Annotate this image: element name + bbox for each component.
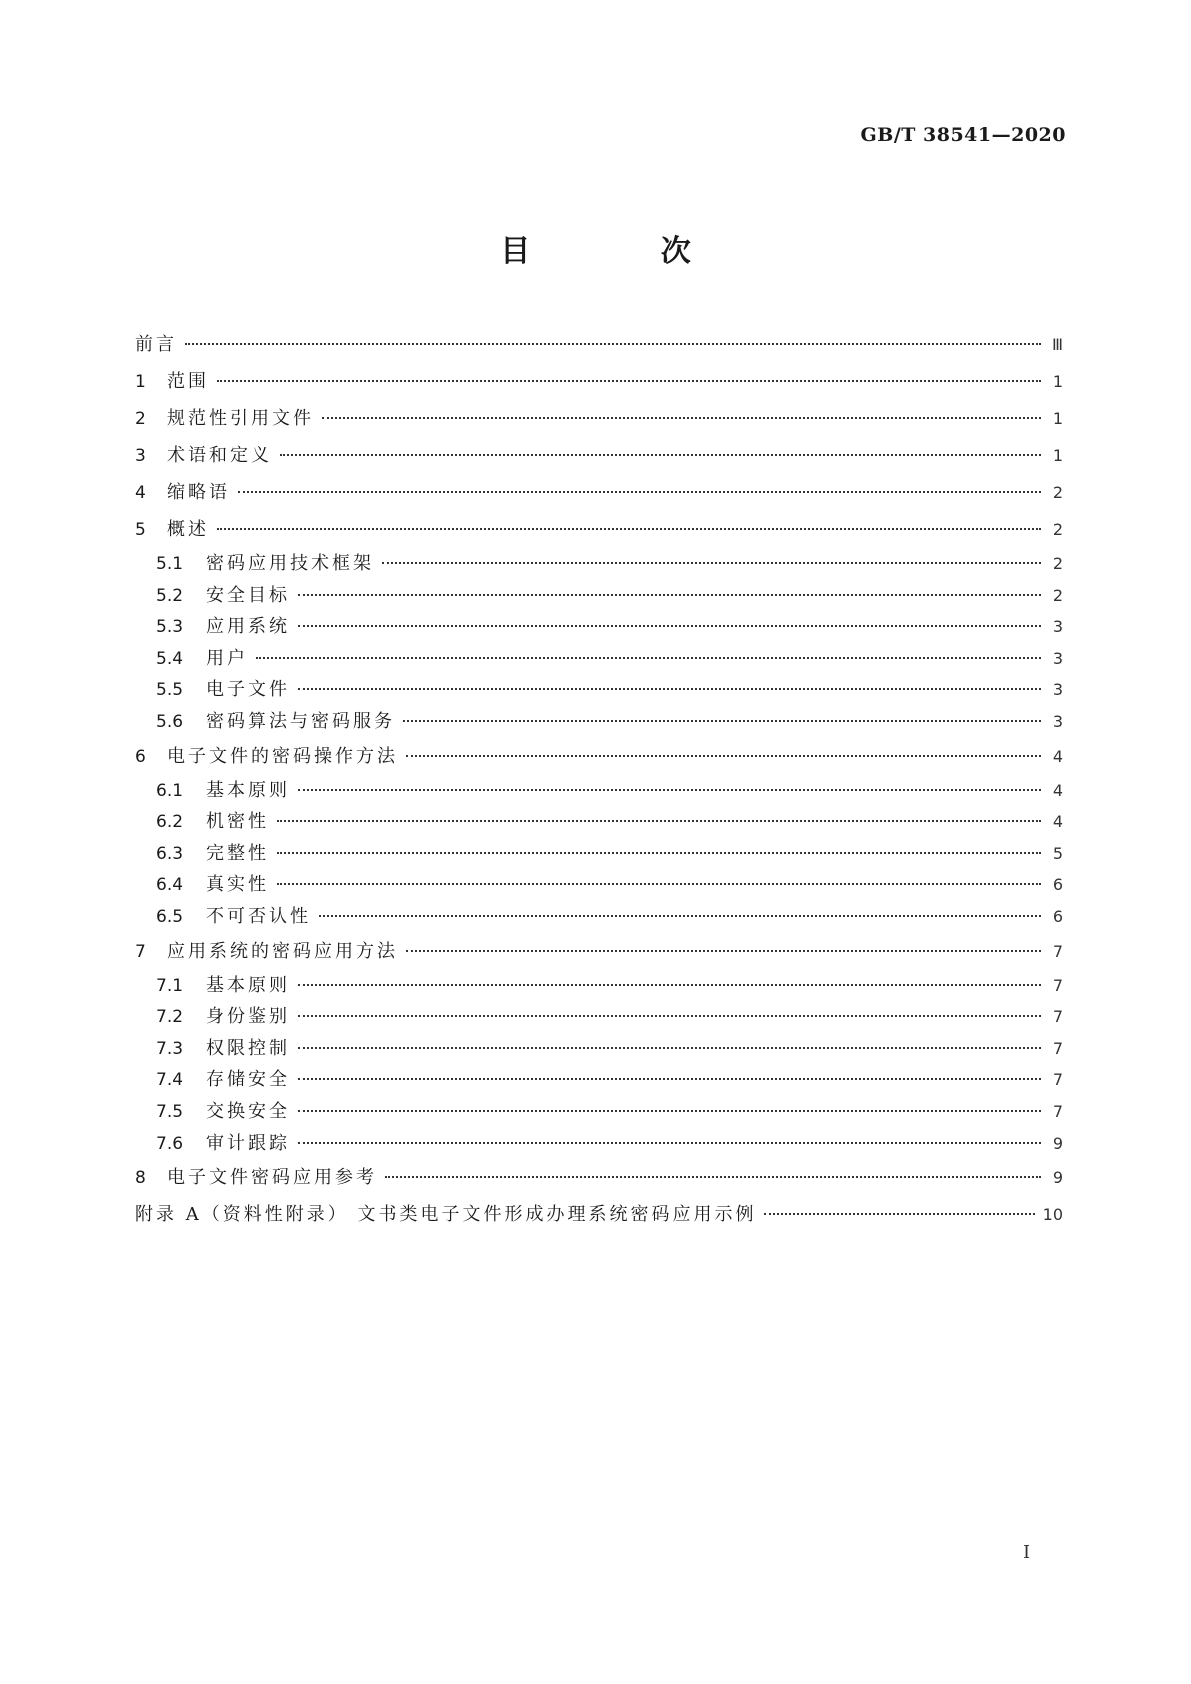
toc-entry-label: 缩略语 — [167, 482, 230, 503]
toc-entry-page: 10 — [1042, 1205, 1063, 1225]
toc-entry-label: 应用系统的密码应用方法 — [167, 940, 398, 962]
toc-entry-page: 9 — [1052, 1168, 1063, 1188]
toc-entry-number: 2 — [135, 409, 146, 429]
toc-entry-label: 密码应用技术框架 — [206, 553, 374, 574]
dot-leader — [298, 593, 1041, 596]
toc-entry-page: 2 — [1052, 554, 1063, 573]
dot-leader — [298, 1046, 1041, 1049]
toc-entry-label: 机密性 — [206, 811, 269, 833]
toc-entry[interactable] — [135, 1159, 1063, 1196]
toc-entry-number: 7.4 — [156, 1070, 184, 1091]
dot-leader — [217, 379, 1041, 382]
toc-entry-page: 4 — [1052, 746, 1063, 766]
toc-entry-label: 权限控制 — [206, 1037, 290, 1059]
standard-number: GB/T 38541—2020 — [860, 124, 1066, 146]
dot-leader — [382, 561, 1041, 564]
toc-entry-number: 7.1 — [156, 975, 184, 996]
toc-entry[interactable] — [135, 933, 1063, 970]
toc-entry-label: 审计跟踪 — [206, 1132, 290, 1154]
toc-entry-page: 7 — [1052, 1070, 1063, 1090]
toc-entry-label: 用户 — [206, 647, 248, 669]
toc-entry[interactable] — [135, 806, 1063, 838]
toc-entry-page: 3 — [1052, 711, 1063, 731]
toc-entry[interactable] — [135, 901, 1063, 933]
toc-entry-number: 6.2 — [156, 812, 184, 833]
toc-entry-label: 安全目标 — [206, 584, 290, 606]
toc-entry-label: 电子文件密码应用参考 — [167, 1167, 377, 1189]
toc-entry-number: 6 — [135, 746, 146, 767]
toc-entry[interactable] — [135, 775, 1063, 807]
toc-entry-label: 基本原则 — [206, 779, 290, 801]
toc-entry-page: 6 — [1052, 875, 1063, 895]
dot-leader — [277, 819, 1041, 822]
toc-entry[interactable] — [135, 400, 1063, 437]
dot-leader — [298, 1014, 1041, 1017]
toc-entry-number: 6.1 — [156, 780, 184, 801]
dot-leader — [277, 882, 1041, 885]
toc-entry-number: 5.3 — [156, 617, 184, 638]
toc-entry-number: 5.6 — [156, 711, 184, 732]
toc-entry-label: 附录 A（资料性附录） 文书类电子文件形成办理系统密码应用示例 — [135, 1204, 757, 1226]
toc-entry-page: 5 — [1052, 843, 1063, 863]
toc-entry-page: 7 — [1052, 941, 1063, 961]
toc-entry-page: 7 — [1052, 1007, 1063, 1027]
toc-entry-number: 1 — [135, 372, 146, 392]
toc-entry[interactable] — [135, 1128, 1063, 1160]
toc-entry-page: 1 — [1052, 446, 1063, 465]
dot-leader — [406, 949, 1041, 952]
toc-entry[interactable] — [135, 1001, 1063, 1033]
dot-leader — [764, 1212, 1034, 1215]
toc-entry-label: 术语和定义 — [167, 445, 272, 466]
toc-entry-page: 2 — [1052, 585, 1063, 605]
toc-entry-label: 交换安全 — [206, 1100, 290, 1122]
dot-leader — [256, 656, 1041, 659]
toc-entry-number: 6.5 — [156, 906, 184, 927]
toc-entry-number: 4 — [135, 483, 146, 503]
toc-entry-page: 4 — [1052, 812, 1063, 832]
toc-entry-page: 3 — [1052, 648, 1063, 668]
toc-entry-page: 6 — [1052, 906, 1063, 926]
toc-entry-label: 不可否认性 — [206, 905, 311, 927]
dot-leader — [322, 416, 1041, 419]
toc-entry-label: 基本原则 — [206, 974, 290, 996]
toc-entry[interactable] — [135, 869, 1063, 901]
toc-entry[interactable] — [135, 1064, 1063, 1096]
toc-entry-label: 范围 — [167, 371, 209, 392]
toc-entry-number: 5.1 — [156, 554, 184, 574]
toc-entry-number: 8 — [135, 1168, 146, 1189]
table-of-contents — [135, 326, 1063, 1233]
toc-entry-label: 电子文件的密码操作方法 — [167, 745, 398, 767]
toc-entry[interactable] — [135, 363, 1063, 400]
toc-entry-label: 应用系统 — [206, 616, 290, 638]
toc-entry[interactable] — [135, 1196, 1063, 1233]
toc-entry-page: 1 — [1052, 372, 1063, 391]
toc-entry-page: 2 — [1052, 520, 1063, 539]
toc-entry-number: 7.5 — [156, 1101, 184, 1122]
dot-leader — [217, 527, 1041, 530]
toc-entry-label: 规范性引用文件 — [167, 408, 314, 429]
toc-entry[interactable] — [135, 326, 1063, 363]
dot-leader — [298, 624, 1041, 627]
toc-entry[interactable] — [135, 838, 1063, 870]
toc-entry-number: 7.2 — [156, 1007, 184, 1028]
dot-leader — [298, 983, 1041, 986]
toc-entry-page: 7 — [1052, 975, 1063, 995]
toc-entry[interactable] — [135, 643, 1063, 675]
toc-entry[interactable] — [135, 738, 1063, 775]
toc-entry[interactable] — [135, 548, 1063, 580]
toc-entry[interactable] — [135, 511, 1063, 548]
toc-entry[interactable] — [135, 611, 1063, 643]
dot-leader — [403, 719, 1041, 722]
dot-leader — [385, 1175, 1041, 1178]
dot-leader — [277, 851, 1041, 854]
toc-entry-page: 1 — [1052, 409, 1063, 428]
toc-entry-page: 7 — [1052, 1101, 1063, 1121]
toc-entry-label: 电子文件 — [206, 679, 290, 701]
toc-entry-number: 5 — [135, 520, 146, 540]
toc-entry[interactable] — [135, 437, 1063, 474]
dot-leader — [298, 1077, 1041, 1080]
toc-entry[interactable] — [135, 1096, 1063, 1128]
toc-entry-number: 5.5 — [156, 680, 184, 701]
toc-entry-label: 前言 — [135, 334, 177, 355]
dot-leader — [238, 490, 1041, 493]
toc-entry[interactable] — [135, 706, 1063, 738]
toc-entry[interactable] — [135, 580, 1063, 612]
toc-entry-number: 6.4 — [156, 875, 184, 896]
toc-entry[interactable] — [135, 970, 1063, 1002]
toc-entry-number: 5.2 — [156, 585, 184, 606]
toc-entry-label: 身份鉴别 — [206, 1006, 290, 1028]
toc-entry-number: 7 — [135, 941, 146, 962]
toc-title: 目 次 — [500, 234, 751, 269]
dot-leader — [298, 788, 1041, 791]
toc-entry[interactable] — [135, 1033, 1063, 1065]
toc-entry-page: 7 — [1052, 1038, 1063, 1058]
dot-leader — [319, 914, 1041, 917]
page-number: I — [1023, 1542, 1031, 1563]
toc-entry-number: 3 — [135, 446, 146, 466]
toc-entry-number: 6.3 — [156, 843, 184, 864]
dot-leader — [280, 453, 1041, 456]
toc-entry-page: 3 — [1052, 680, 1063, 700]
toc-entry-page: 4 — [1052, 780, 1063, 800]
toc-entry-page: Ⅲ — [1051, 335, 1063, 354]
toc-entry-label: 真实性 — [206, 874, 269, 896]
toc-entry[interactable] — [135, 474, 1063, 511]
toc-entry-label: 存储安全 — [206, 1069, 290, 1091]
toc-entry-label: 概述 — [167, 519, 209, 540]
toc-entry-page: 2 — [1052, 483, 1063, 502]
toc-entry-label: 完整性 — [206, 842, 269, 864]
toc-entry-number: 7.6 — [156, 1133, 184, 1154]
toc-entry-page: 9 — [1052, 1133, 1063, 1153]
toc-entry[interactable] — [135, 674, 1063, 706]
toc-entry-number: 7.3 — [156, 1038, 184, 1059]
dot-leader — [185, 342, 1041, 345]
toc-entry-page: 3 — [1052, 617, 1063, 637]
toc-entry-number: 5.4 — [156, 648, 184, 669]
dot-leader — [298, 687, 1041, 690]
dot-leader — [406, 754, 1041, 757]
dot-leader — [298, 1109, 1041, 1112]
dot-leader — [298, 1141, 1041, 1144]
toc-entry-label: 密码算法与密码服务 — [206, 710, 395, 732]
